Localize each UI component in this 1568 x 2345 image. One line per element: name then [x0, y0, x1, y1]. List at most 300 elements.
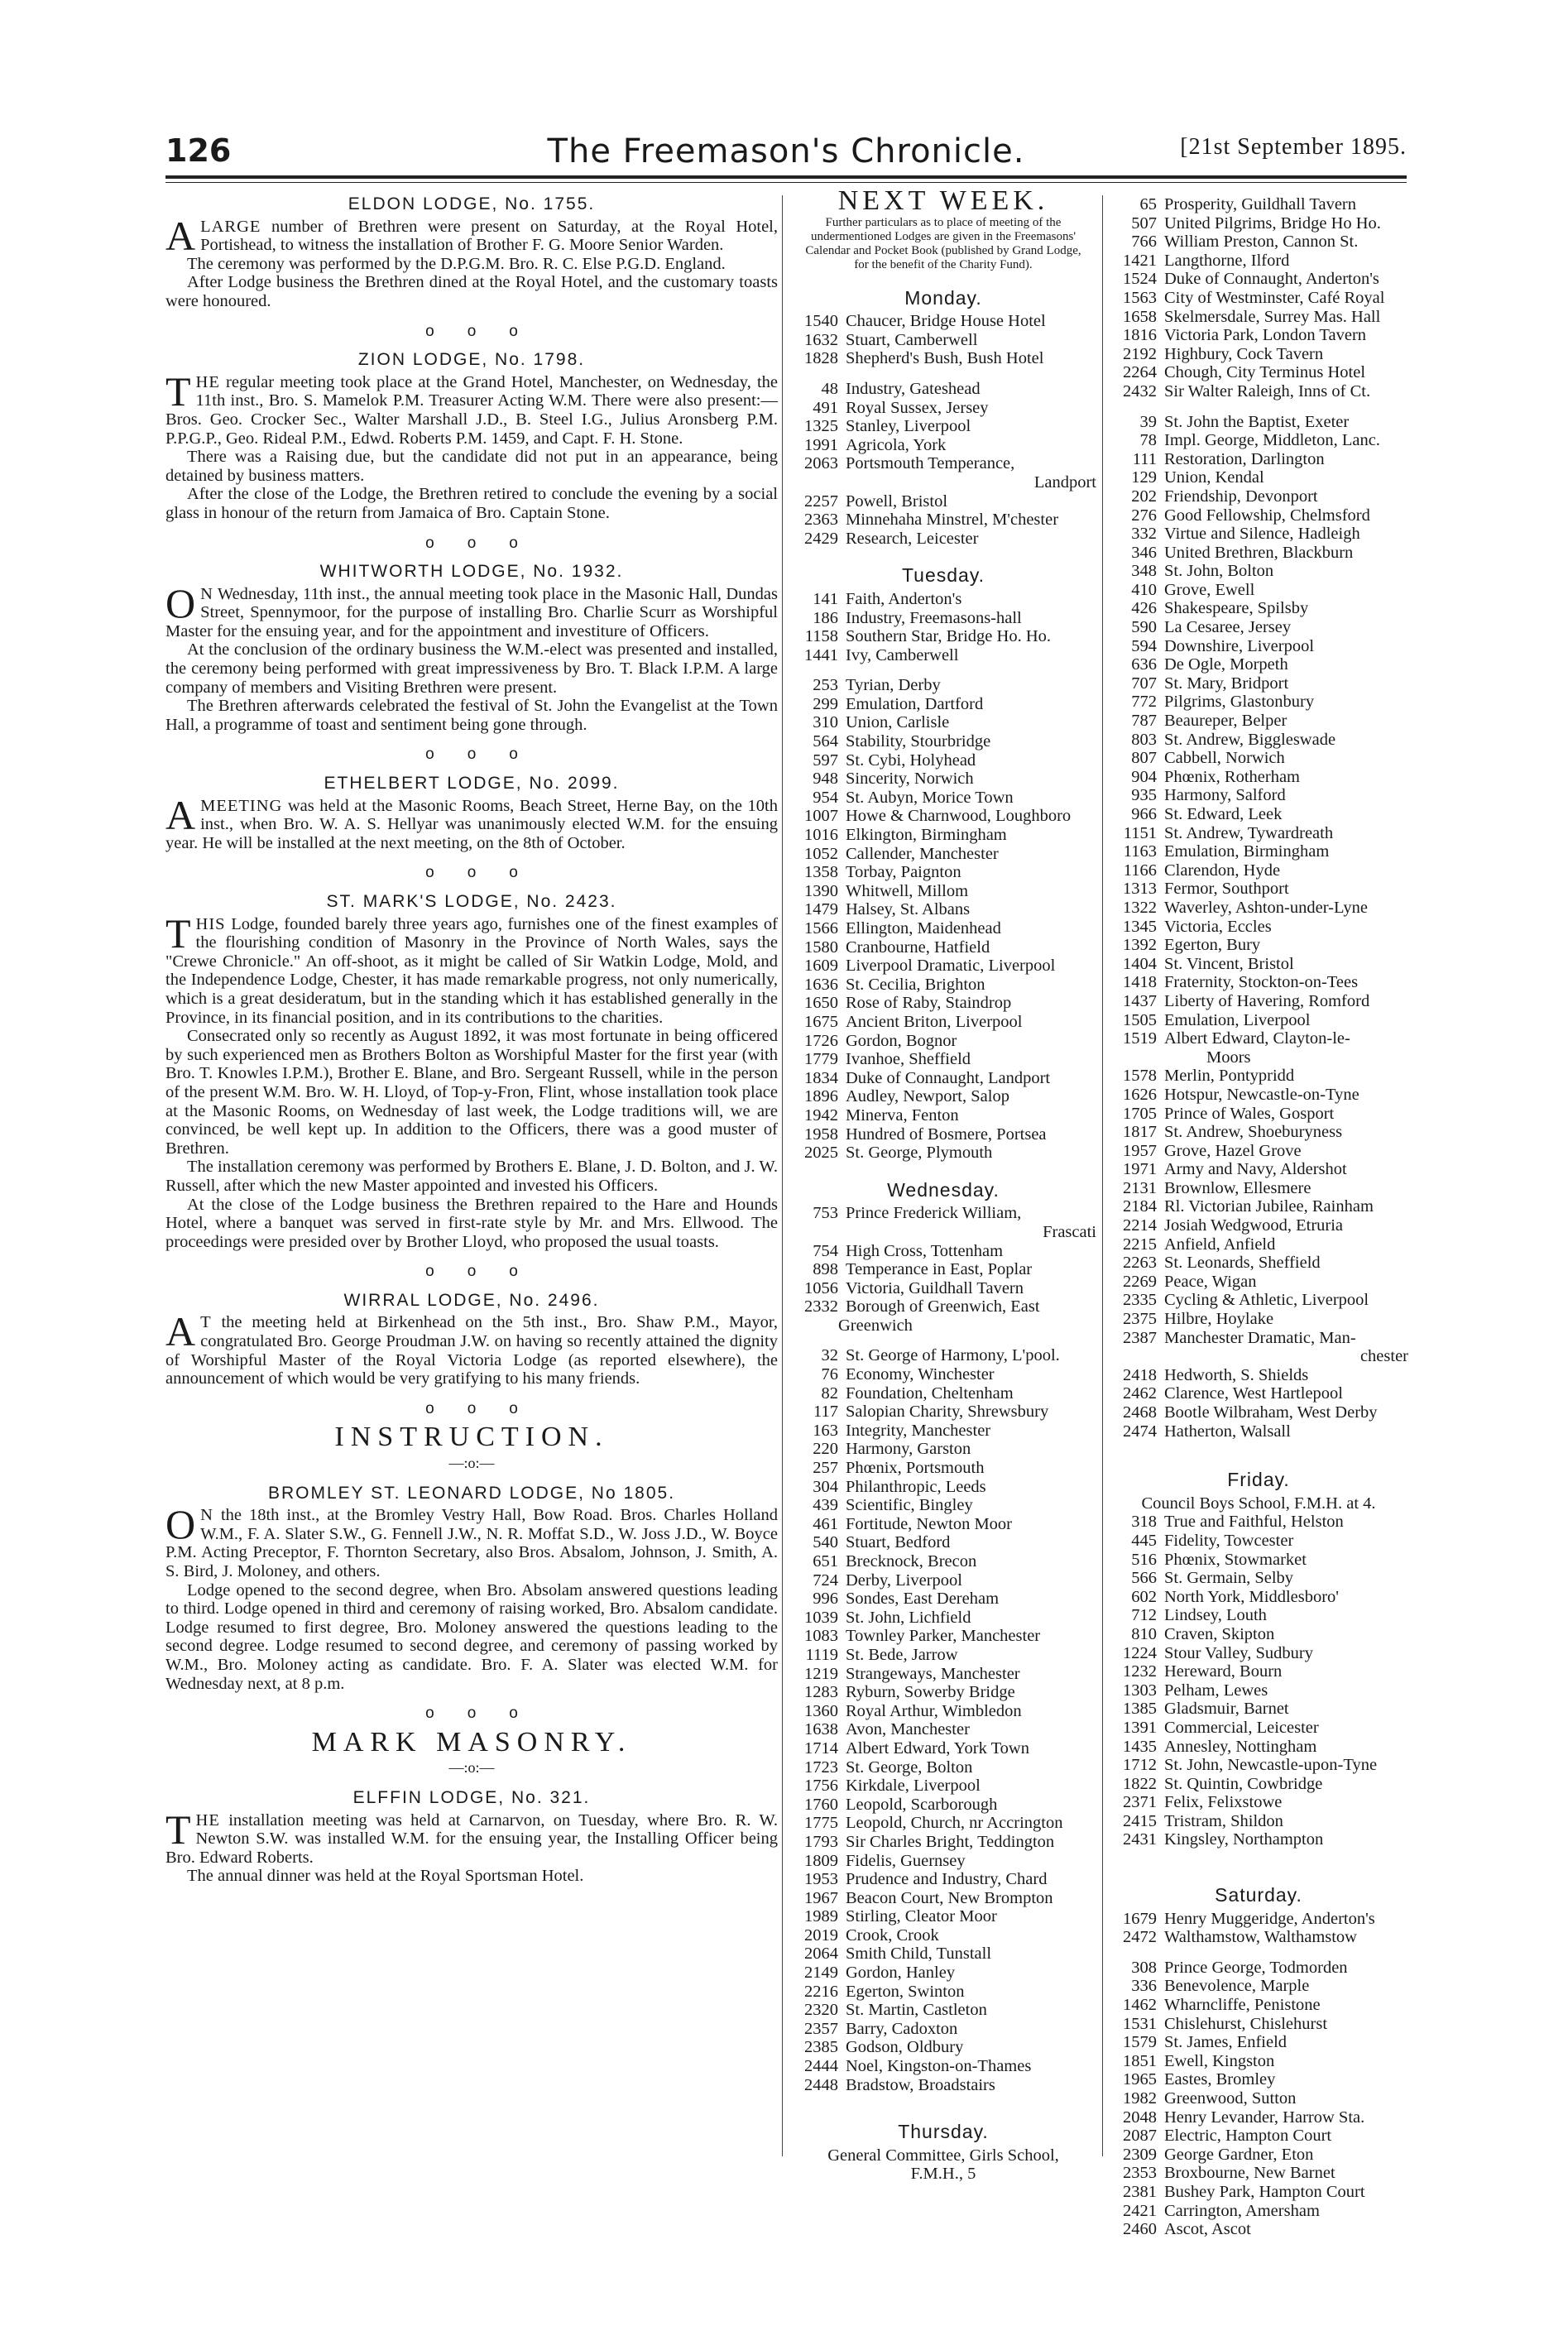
lodge-name: United Pilgrims, Bridge Ho Ho.: [1164, 213, 1381, 233]
drop-cap: A: [165, 1308, 196, 1355]
ornament-divider: ooo: [425, 1263, 551, 1281]
masthead: [165, 132, 1407, 174]
lodge-name: Temperance in East, Poplar: [846, 1260, 1033, 1279]
lodge-number: 1822: [1123, 1774, 1157, 1793]
lodge-list-item: [1109, 2220, 1408, 2239]
lodge-list-item: [1109, 1625, 1408, 1644]
lodge-list-item: [1109, 363, 1408, 382]
lodge-list-item: [790, 732, 1096, 751]
lodge-list-item: [1109, 655, 1408, 674]
lodge-name: De Ogle, Morpeth: [1164, 655, 1288, 674]
lodge-number: 724: [813, 1571, 838, 1590]
lodge-list-item: [790, 751, 1096, 770]
lodge-list-item: [1109, 618, 1408, 637]
drop-cap: T: [165, 367, 191, 415]
lodge-number: 1828: [804, 349, 838, 368]
section-heading-instruction: INSTRUCTION.: [334, 1422, 609, 1453]
lodge-number: 651: [813, 1552, 838, 1571]
ornament-divider: ooo: [425, 746, 551, 764]
lodge-list-item: [1109, 1011, 1408, 1030]
lodge-list-item: [790, 1125, 1096, 1144]
lodge-number: 2472: [1123, 1928, 1157, 1947]
article-title: ELDON LODGE, No. 1755.: [348, 194, 596, 213]
lodge-name: Royal Arthur, Wimbledon: [846, 1701, 1022, 1720]
lodge-name: Henry Muggeridge, Anderton's: [1164, 1909, 1375, 1928]
lodge-list-item: [1109, 1310, 1408, 1329]
lodge-name: Townley Parker, Manchester: [846, 1627, 1041, 1646]
lodge-number: 2216: [804, 1982, 838, 2001]
lodge-name: Union, Kendal: [1164, 468, 1264, 487]
lodge-number: 1435: [1123, 1737, 1157, 1756]
lodge-number: 2375: [1123, 1310, 1157, 1329]
lodge-number: 308: [1131, 1958, 1157, 1977]
spacer: [790, 1316, 838, 1336]
lodge-name: St. George, Bolton: [846, 1758, 973, 1777]
lodge-name: Clarendon, Hyde: [1164, 861, 1281, 880]
lodge-name: Sir Charles Bright, Teddington: [846, 1832, 1055, 1851]
lodge-number: 1358: [804, 863, 838, 882]
lodge-list-item: [1109, 637, 1408, 656]
lodge-list-item: [790, 1384, 1096, 1403]
lodge-list-item: [790, 1032, 1096, 1051]
day-heading-monday: Monday.: [904, 286, 982, 309]
lodge-list-item: [1109, 1086, 1408, 1105]
lodge-list-item: [790, 1533, 1096, 1552]
article-title: ELFFIN LODGE, No. 321.: [352, 1787, 591, 1807]
lodge-list-item: [790, 1260, 1096, 1279]
lodge-list-item: [1109, 1029, 1408, 1048]
lodge-name: St. Mary, Bridport: [1164, 674, 1289, 693]
spacer: [1109, 1347, 1157, 1366]
lodge-number: 2025: [804, 1144, 838, 1163]
header-rule-thin: [165, 182, 1407, 183]
article-eldon: ELDON LODGE, No. 1755. ALARGE number of Brethren were present on Saturday, at the Royal Hotel, Portishead, to witness the installation of Brother F. G. Moore Senior Warden. The ceremony was performed by the D.P.G.M. Bro. R. C. Else P.G.D. England. After Lodge business the Brethren dined at the Royal Hotel, and the customary toasts were honoured.: [165, 194, 778, 310]
lodge-list-item: [1109, 1123, 1408, 1142]
lodge-list-item: [790, 1945, 1096, 1964]
column-divider: [782, 195, 783, 2156]
lodge-name: Benevolence, Marple: [1164, 1977, 1310, 1996]
ornament-divider: ooo: [425, 864, 551, 882]
article-bromley: BROMLEY ST. LEONARD LODGE, No 1805. O N the 18th inst., at the Bromley Vestry Hall, Bow Road. Bros. Charles Holland W.M., F. A. Slater S.W., G. Fennell J.W., N. R. Moffat S.D., W. Joss J.D., W. Boyce P.M. Acting Preceptor, F. Thornton Secretary, also Bros. Absalom, Johnson, J. Smith, A. S. Bird, J. Moloney, and others. Lodge opened to the second degree, when Bro. Absolam answered questions leading to third. Lodge opened in third and ceremony of raising worked, Bro. Absalom candidate. Lodge resumed to first degree, Bro. Moloney answered the questions leading to the second degree. Lodge resumed to second degree, and ceremony of passing worked by W.M., Bro. Moloney acting as candidate. Bro. F. A. Slater was elected W.M. for Wednesday next, at 8 p.m.: [165, 1483, 779, 1693]
lodge-name: Stirling, Cleator Moor: [846, 1907, 997, 1926]
lodge-list-item: [1109, 2164, 1408, 2183]
lodge-list-item: [790, 1571, 1096, 1590]
article-whitworth: WHITWORTH LODGE, No. 1932. O N Wednesday, 11th inst., the annual meeting took place in the Masonic Hall, Dundas Street, Spennymoor, for the purpose of installing Bro. Charlie Scurr as Worshipful Master for the ensuing year, and for the appointment and investiture of Officers. At the conclusion of the ordinary business the W.M.-elect was presented and installed, the ceremony being performed with great impressiveness by Bro. T. Black I.P.M. A large company of members and Visiting Brethren were present. The Brethren afterwards celebrated the festival of St. John the Evangelist at the Town Hall, a programme of toast and sentiment being gone through.: [165, 562, 778, 734]
lodge-name: Shakespeare, Spilsby: [1164, 599, 1309, 618]
lodge-name: Shepherd's Bush, Bush Hotel: [846, 349, 1044, 368]
day-heading-wednesday: Wednesday.: [887, 1178, 1000, 1201]
article-title: WHITWORTH LODGE, No. 1932.: [319, 562, 624, 582]
lodge-name: Liverpool Dramatic, Liverpool: [846, 957, 1056, 976]
lodge-number: 1322: [1123, 898, 1157, 917]
lodge-list-item: [790, 1346, 1096, 1365]
lodge-list-item: [1109, 1662, 1408, 1681]
lodge-list-item: [790, 1242, 1096, 1261]
lodge-number: 1052: [804, 844, 838, 863]
lodge-number: 1566: [804, 919, 838, 938]
lodge-name: St. Cybi, Holyhead: [846, 750, 976, 770]
lodge-list-item: [790, 436, 1096, 455]
lodge-list-item: [1109, 1928, 1408, 1947]
lodge-number: 2429: [804, 529, 838, 548]
lodge-name: Bushey Park, Hampton Court: [1164, 2182, 1365, 2201]
lodge-number: 904: [1131, 767, 1157, 786]
lodge-name: Victoria Park, London Tavern: [1164, 326, 1367, 345]
lodge-name: Sondes, East Dereham: [846, 1590, 1000, 1609]
lodge-number: 1579: [1123, 2033, 1157, 2052]
next-week-note: Further particulars as to place of meeting of the undermentioned Lodges are given in the Freemasons' Calendar and Pocket Book (published by Grand Lodge, for the benefit of the Charity Fund).: [805, 215, 1081, 271]
lodge-name: Phœnix, Stowmarket: [1164, 1550, 1307, 1569]
lodge-list-item: [790, 627, 1096, 646]
lodge-name: Ellington, Maidenhead: [846, 919, 1001, 938]
lodge-name: Egerton, Swinton: [846, 1982, 965, 2001]
lodge-number: 966: [1131, 805, 1157, 823]
lodge-name: Ewell, Kingston: [1164, 2051, 1275, 2070]
lodge-name: Economy, Winchester: [846, 1365, 995, 1384]
thursday-committee-line: F.M.H., 5: [910, 2165, 976, 2184]
lodge-list-item: [790, 1223, 1096, 1242]
lodge-number: 299: [813, 694, 838, 713]
lodge-name: Callender, Manchester: [846, 844, 999, 863]
lodge-list-item: [1109, 1569, 1408, 1588]
paragraph: The Brethren afterwards celebrated the festival of St. John the Evangelist at the Town Hall, a programme of toast and sentiment being gone through.: [165, 697, 778, 734]
lodge-list-item: [1109, 1551, 1408, 1570]
lodge-name: Friendship, Devonport: [1164, 487, 1318, 506]
lodge-name: Research, Leicester: [846, 529, 979, 548]
lodge-list-item: [790, 1907, 1096, 1926]
lodge-number: 2387: [1123, 1328, 1157, 1347]
lodge-number: 507: [1131, 213, 1157, 233]
lodge-number: 1345: [1123, 917, 1157, 936]
lodge-list-item: [790, 2038, 1096, 2057]
lodge-list-item: [790, 900, 1096, 919]
lodge-list-item: [790, 1279, 1096, 1298]
lodge-name: Philanthropic, Leeds: [846, 1477, 986, 1496]
lodge-list-item: [1109, 880, 1408, 899]
lodge-number: 2353: [1123, 2164, 1157, 2183]
lodge-name: Greenwood, Sutton: [1164, 2089, 1297, 2108]
article-title: ST. MARK'S LODGE, No. 2423.: [326, 892, 617, 911]
lodge-number: 276: [1131, 506, 1157, 525]
lodge-list-item: [1109, 2052, 1408, 2071]
ornament-divider: ooo: [425, 322, 551, 340]
lodge-name: St. Germain, Selby: [1164, 1569, 1294, 1588]
lodge-number: 954: [813, 788, 838, 807]
lodge-list-item: [1109, 1681, 1408, 1700]
lodge-name: Scientific, Bingley: [846, 1496, 973, 1515]
lodge-name: Royal Sussex, Jersey: [846, 398, 989, 417]
lodge-name: Egerton, Bury: [1164, 936, 1261, 955]
lodge-name: St. Andrew, Biggleswade: [1164, 730, 1336, 749]
lodge-name: North York, Middlesboro': [1164, 1587, 1339, 1606]
lodge-list-item: [790, 919, 1096, 938]
lodge-list-item: [790, 349, 1096, 368]
lodge-number: 948: [813, 770, 838, 789]
lodge-list-item: [1109, 1179, 1408, 1198]
lodge-name: Faith, Anderton's: [846, 589, 962, 608]
lodge-name: High Cross, Tottenham: [846, 1241, 1004, 1260]
header-rule: [165, 175, 1407, 179]
lodge-name: St. Andrew, Tywardreath: [1164, 823, 1334, 842]
lodge-name: Rose of Raby, Staindrop: [846, 994, 1012, 1013]
lodge-name: Brecknock, Brecon: [846, 1552, 977, 1571]
lodge-name: Skelmersdale, Surrey Mas. Hall: [1164, 307, 1381, 326]
lodge-number: 1007: [804, 807, 838, 826]
lodge-name: Downshire, Liverpool: [1164, 636, 1315, 655]
lodge-list-item: [1109, 749, 1408, 768]
lodge-list-item: [790, 2076, 1096, 2095]
lodge-name: Emulation, Dartford: [846, 694, 984, 713]
lodge-list-item: [1109, 1197, 1408, 1216]
lodge-list-item: [1109, 195, 1408, 214]
next-week-column: [790, 185, 1096, 2184]
lodge-number: 540: [813, 1533, 838, 1552]
lodge-number: 1232: [1123, 1662, 1157, 1681]
page-number: 126: [165, 132, 232, 169]
lodge-number: 1578: [1123, 1067, 1157, 1086]
lodge-name: Victoria, Guildhall Tavern: [846, 1278, 1024, 1297]
lodge-name: Elkington, Birmingham: [846, 826, 1007, 845]
drop-cap: A: [165, 791, 196, 838]
lodge-name: Felix, Felixstowe: [1164, 1793, 1283, 1812]
lodge-number: 754: [813, 1241, 838, 1260]
lodge-name: Stuart, Camberwell: [846, 330, 978, 349]
lodge-name: Albert Edward, York Town: [846, 1738, 1029, 1758]
lodge-number: 2269: [1123, 1272, 1157, 1291]
lodge-list-item: [790, 511, 1096, 530]
lodge-number: 1479: [804, 900, 838, 919]
lodge-list-item: [790, 530, 1096, 549]
lodge-name: Josiah Wedgwood, Etruria: [1164, 1216, 1344, 1235]
lodge-name: St. Bede, Jarrow: [846, 1645, 958, 1664]
issue-date: [21st September 1895.: [1180, 134, 1407, 160]
lodge-number: 810: [1131, 1624, 1157, 1643]
lodge-name: Peace, Wigan: [1164, 1272, 1257, 1291]
lodge-name: Howe & Charnwood, Loughboro: [846, 807, 1072, 826]
lodge-number: 1756: [804, 1777, 838, 1796]
lodge-name: Victoria, Eccles: [1164, 917, 1272, 936]
lodge-number: 1462: [1123, 1996, 1157, 2015]
lodge-number: 1083: [804, 1627, 838, 1646]
lodge-number: 1958: [804, 1125, 838, 1144]
lodge-name: Noel, Kingston-on-Thames: [846, 2057, 1032, 2076]
lodge-name: Grove, Hazel Grove: [1164, 1141, 1302, 1160]
lodge-name: Bradstow, Broadstairs: [846, 2075, 995, 2094]
lodge-list-item: [790, 1964, 1096, 1983]
lodge-list-item: [1109, 1775, 1408, 1794]
lodge-list-item: [790, 1013, 1096, 1032]
lodge-number: 76: [821, 1365, 838, 1384]
lodge-list-item: [1109, 1216, 1408, 1235]
lodge-number: 1896: [804, 1087, 838, 1106]
lodge-number: 597: [813, 750, 838, 770]
lodge-number: 2087: [1123, 2127, 1157, 2146]
lodge-name: City of Westminster, Café Royal: [1164, 288, 1385, 307]
lodge-number: 1714: [804, 1738, 838, 1758]
lodge-name: Grove, Ewell: [1164, 580, 1255, 599]
lodge-number: 1119: [805, 1645, 838, 1664]
lodge-list-item: [1109, 214, 1408, 233]
lodge-number: 2418: [1123, 1365, 1157, 1384]
lodge-number: 564: [813, 732, 838, 751]
monday-list: [790, 312, 1096, 548]
lodge-number: 1953: [804, 1870, 838, 1889]
lodge-name: St. Aubyn, Morice Town: [846, 788, 1014, 807]
lodge-list-item: [790, 1515, 1096, 1534]
lodge-number: 111: [1132, 449, 1157, 468]
lodge-name: Phœnix, Portsmouth: [846, 1459, 985, 1478]
lodge-name: Derby, Liverpool: [846, 1571, 962, 1590]
lodge-list-item: [1109, 326, 1408, 345]
lodge-name: St. John the Baptist, Exeter: [1164, 412, 1350, 431]
lodge-name: Carrington, Amersham: [1164, 2201, 1320, 2220]
lodge-list-item: [790, 609, 1096, 628]
lodge-name: Minerva, Fenton: [846, 1105, 959, 1125]
lodge-list-item: [1109, 1347, 1408, 1366]
lodge-number: 1303: [1123, 1681, 1157, 1700]
lodge-list-item: [1109, 1812, 1408, 1831]
lodge-name: Wharncliffe, Penistone: [1164, 1996, 1321, 2015]
lodge-number: 2263: [1123, 1254, 1157, 1273]
lodge-list-item: [1109, 936, 1408, 955]
lodge-list-item: [790, 882, 1096, 901]
lodge-number: 1675: [804, 1012, 838, 1031]
lodge-number: 2063: [804, 454, 838, 473]
lodge-name: Anfield, Anfield: [1164, 1235, 1276, 1254]
lodge-name: Restoration, Darlington: [1164, 449, 1325, 468]
lodge-list-item: [790, 976, 1096, 995]
lodge-list-item: [790, 1459, 1096, 1478]
lodge-name: Broxbourne, New Barnet: [1164, 2164, 1335, 2183]
lodge-number: 1793: [804, 1832, 838, 1851]
lodge-list-item: [1109, 693, 1408, 712]
lodge-name: Strangeways, Manchester: [846, 1664, 1020, 1683]
lodge-name: Hedworth, S. Shields: [1164, 1365, 1309, 1384]
lodge-list-item: [1109, 2089, 1408, 2108]
lodge-list-item: [790, 1144, 1096, 1163]
lodge-number: 1650: [804, 994, 838, 1013]
lodge-number: 1385: [1123, 1700, 1157, 1719]
lodge-number: 491: [813, 398, 838, 417]
lodge-list-item: [790, 1297, 1096, 1316]
lodge-name: St. John, Lichfield: [846, 1608, 971, 1627]
lodge-number: 1626: [1123, 1085, 1157, 1104]
lodge-list-item: [790, 1496, 1096, 1515]
lodge-number: 2460: [1123, 2220, 1157, 2239]
drop-cap: T: [165, 909, 191, 957]
lodge-number: 2064: [804, 1945, 838, 1964]
lodge-number: 1531: [1123, 2014, 1157, 2033]
lodge-list-item: [1109, 2183, 1408, 2202]
lodge-number: 2432: [1123, 381, 1157, 400]
lodge-list-item: [1109, 918, 1408, 937]
lodge-list-item: [1109, 861, 1408, 880]
paragraph: Lodge opened to the second degree, when Bro. Absolam answered questions leading to third. Lodge opened in third and ceremony of raising worked, Bro. Absalom candidate. Lodge resumed to first degree, Bro. Moloney answered the questions leading to the second degree. Lodge resumed to second degree, and ceremony of passing worked by W.M., Bro. Moloney acting as candidate. Bro. F. A. Slater was elected W.M. for Wednesday next, at 8 p.m.: [165, 1580, 778, 1693]
lodge-name: Annesley, Nottingham: [1164, 1737, 1317, 1756]
lodge-name: Smith Child, Tunstall: [846, 1945, 992, 1964]
lodge-list-item: [790, 1683, 1096, 1702]
lodge-number: 1392: [1123, 936, 1157, 955]
lodge-number: 410: [1131, 580, 1157, 599]
lodge-number: 1942: [804, 1105, 838, 1125]
lodge-list-item: [1109, 1532, 1408, 1551]
lodge-number: 439: [813, 1496, 838, 1515]
lodge-list-item: [1109, 1067, 1408, 1086]
lodge-name: St. George of Harmony, L'pool.: [846, 1346, 1060, 1365]
article-st-marks: ST. MARK'S LODGE, No. 2423. THIS Lodge, founded barely three years ago, furnishes one of the finest examples of the flourishing condition of Masonry in the Province of North Wales, says the "Crewe Chronicle." An off-shoot, as it might be called of Sir Watkin Lodge, Mold, and the Independence Lodge, Chester, it has made remarkable progress, not only numerically, which is a great desideratum, but in the standing which it has established generally in the Province, in its financial position, and in its contributions to the charities. Consecrated only so recently as August 1892, it was most fortunate in being officered by such experienced men as Brothers Bolton as Worshipful Master for the first year (with Bro. T. Knowles I.P.M.), Brother E. Blane, and Bro. Sergeant Russell, while in the person of the present W.M. Bro. W. H. Lloyd, of Top-y-Fron, Flint, whose installation took place at the Masonic Rooms, on Wednesday of last week, the Lodge traditions will, we are convinced, be well kept up. In addition to the Officers, there was a good muster of Brethren. The installation ceremony was performed by Brothers E. Blane, J. D. Bolton, and J. W. Russell, after which the new Master appointed and invested his Officers. At the close of the Lodge business the Brethren repaired to the Hare and Hounds Hotel, where a banquet was served in first-rate style by Mr. and Mrs. Ellwood. The proceedings were presided over by Brother Lloyd, who proposed the usual toasts.: [165, 892, 779, 1251]
lodge-number: 2474: [1123, 1422, 1157, 1441]
lodge-number: 304: [813, 1477, 838, 1496]
lodge-name: William Preston, Cannon St.: [1164, 233, 1359, 252]
lodge-list-item: [1109, 1384, 1408, 1403]
lodge-number: 1505: [1123, 1010, 1157, 1029]
lodge-number: 82: [821, 1384, 838, 1403]
lodge-number: 2468: [1123, 1403, 1157, 1422]
lodge-name: St. Cecilia, Brighton: [846, 975, 985, 994]
lodge-number: 426: [1131, 599, 1157, 618]
lodge-list-item: [1109, 468, 1408, 487]
lodge-list-item: [790, 938, 1096, 957]
lodge-number: 1817: [1123, 1123, 1157, 1142]
lodge-name: Cranbourne, Hatfield: [846, 938, 990, 957]
lodge-name: Whitwell, Millom: [846, 881, 969, 900]
lodge-list-item: [1109, 1588, 1408, 1607]
next-week-heading: NEXT WEEK.: [837, 185, 1049, 216]
lodge-name: Prince Frederick William,: [846, 1204, 1022, 1223]
lodge-list-item: [790, 1702, 1096, 1721]
lodge-number: 141: [813, 589, 838, 608]
lodge-number: 1679: [1123, 1909, 1157, 1928]
lodge-name: Ancient Briton, Liverpool: [846, 1012, 1023, 1031]
lodge-list-item: [790, 770, 1096, 789]
lodge-number: 2131: [1123, 1178, 1157, 1197]
lodge-number: 445: [1131, 1531, 1157, 1550]
drop-cap: O: [165, 1501, 196, 1548]
lodge-name: Hotspur, Newcastle-on-Tyne: [1164, 1085, 1359, 1104]
lodge-number: 2381: [1123, 2182, 1157, 2201]
lodge-number: 1967: [804, 1888, 838, 1907]
lodge-number: 1632: [804, 330, 838, 349]
lodge-name: Chaucer, Bridge House Hotel: [846, 312, 1046, 331]
lodge-name: Kirkdale, Liverpool: [846, 1777, 981, 1796]
lodge-number: 2462: [1123, 1384, 1157, 1403]
lodge-number: 1638: [804, 1720, 838, 1739]
lodge-name: Pilgrims, Glastonbury: [1164, 693, 1315, 712]
lodge-number: 1166: [1123, 861, 1157, 880]
lodge-name: Hilbre, Hoylake: [1164, 1310, 1274, 1329]
lodge-list-item: [790, 646, 1096, 665]
lodge-name: Hundred of Bosmere, Portsea: [846, 1125, 1047, 1144]
lodge-number: 2415: [1123, 1811, 1157, 1830]
lodge-name: Virtue and Silence, Hadleigh: [1164, 525, 1360, 544]
paragraph: The installation ceremony was performed by Brothers E. Blane, J. D. Bolton, and J. W. Russell, after which the new Master appointed and invested his Officers.: [165, 1158, 778, 1195]
lodge-name: Rl. Victorian Jubilee, Rainham: [1164, 1197, 1374, 1216]
lodge-list-item: [1109, 2202, 1408, 2221]
lodge-list-item: [1109, 382, 1408, 401]
lodge-list-item: [790, 695, 1096, 714]
lodge-list-item: [1109, 544, 1408, 563]
lodge-list-item: [790, 826, 1096, 845]
lodge-number: 516: [1131, 1550, 1157, 1569]
lodge-name: Greenwich: [838, 1316, 913, 1335]
lodge-list-item: [1109, 1977, 1408, 1996]
lodge-number: 202: [1131, 487, 1157, 506]
lodge-number: 2431: [1123, 1830, 1157, 1849]
lodge-name: True and Faithful, Helston: [1164, 1513, 1344, 1532]
lodge-name: St. James, Enfield: [1164, 2033, 1287, 2052]
lodge-list-item: [790, 957, 1096, 976]
drop-cap: T: [165, 1806, 191, 1853]
